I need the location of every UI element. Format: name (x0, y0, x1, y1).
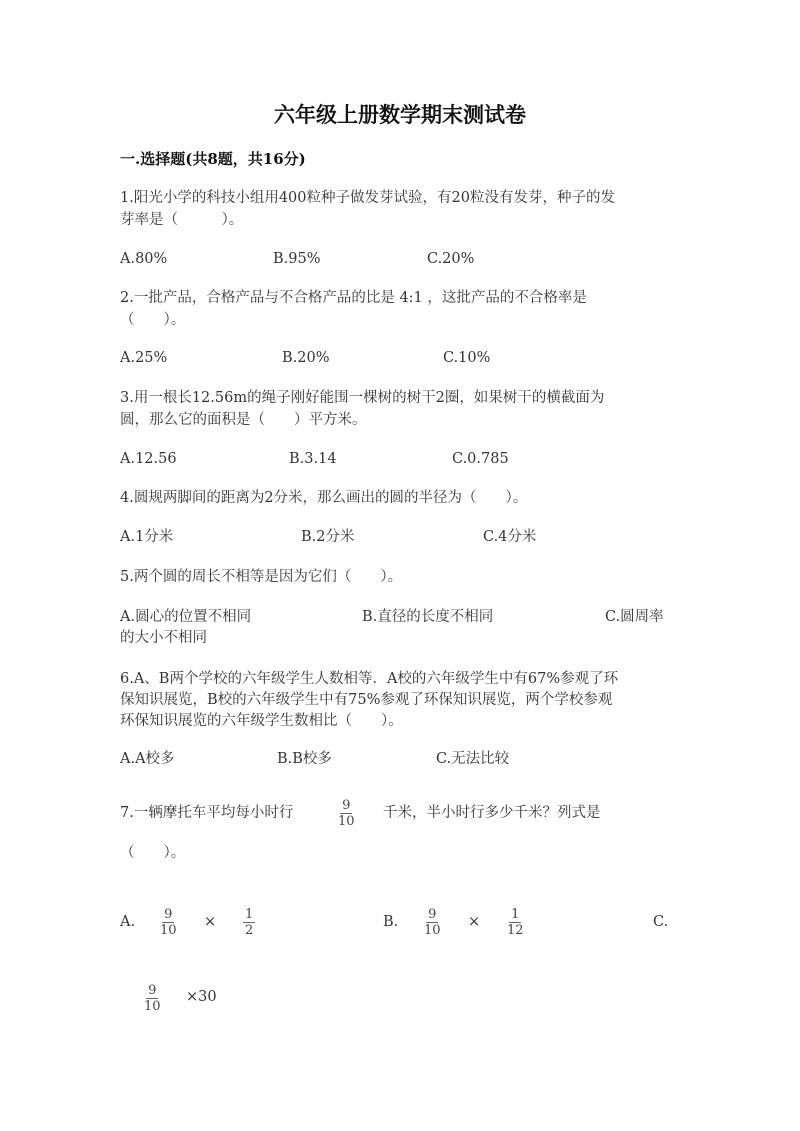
question-1-text: 1.阳光小学的科技小组用400粒种子做发芽试验，有20粒没有发芽，种子的发 (120, 190, 615, 206)
option-b-fraction-1 (424, 907, 441, 938)
question-7-option-b-label: B. (383, 914, 399, 930)
option-a-fraction-2 (243, 907, 255, 938)
question-1-option-c: C.20% (427, 251, 475, 267)
question-7-option-c-label: C. (653, 914, 669, 930)
question-7-text: 7.一辆摩托车平均每小时行 (120, 805, 294, 821)
question-3-text: 3.用一根长12.56m的绳子刚好能围一棵树的树干2圈，如果树干的横截面为 (120, 390, 605, 406)
section-heading: 一.选择题(共8题，共16分) (120, 150, 306, 168)
question-4-option-b: B.2分米 (301, 529, 355, 545)
question-1-text-cont: 芽率是（ ）。 (120, 212, 244, 228)
fraction-numerator: 1 (511, 907, 520, 922)
option-b-operator: × (468, 914, 481, 930)
fraction-denominator: 10 (338, 814, 355, 829)
fraction-numerator: 1 (245, 907, 254, 922)
fraction-denominator: 10 (160, 923, 177, 938)
question-7-text-cont2: （ ）。 (120, 845, 186, 861)
option-b-fraction-2 (507, 907, 524, 938)
question-3-option-a: A.12.56 (120, 451, 177, 467)
question-3-option-b: B.3.14 (289, 451, 337, 467)
question-4-option-c: C.4分米 (483, 529, 537, 545)
question-6-text-cont: 保知识展览，B校的六年级学生中有75%参观了环保知识展览，两个学校参观 (120, 692, 613, 708)
fraction-denominator: 10 (144, 999, 161, 1014)
question-3-text-cont: 圆，那么它的面积是（ ）平方米。 (120, 412, 367, 428)
fraction-numerator: 9 (342, 798, 351, 813)
question-5-option-a: A.圆心的位置不相同 (120, 609, 252, 625)
question-4-text: 4.圆规两脚间的距离为2分米，那么画出的圆的半径为（ ）。 (120, 490, 528, 506)
question-5-text: 5.两个圆的周长不相等是因为它们（ ）。 (120, 569, 403, 585)
question-5-option-c: C.圆周率 (605, 609, 664, 625)
question-2-option-b: B.20% (282, 350, 330, 366)
question-1-option-a: A.80% (120, 251, 168, 267)
question-6-text: 6.A、B两个学校的六年级学生人数相等．A校的六年级学生中有67%参观了环 (120, 671, 619, 687)
question-1-option-b: B.95% (273, 251, 321, 267)
option-a-operator: × (204, 914, 217, 930)
question-5-option-c-cont: 的大小不相同 (120, 630, 207, 646)
question-7-option-a-label: A. (120, 914, 136, 930)
question-2-text: 2.一批产品，合格产品与不合格产品的比是 4:1 ，这批产品的不合格率是 (120, 290, 587, 306)
question-3-option-c: C.0.785 (452, 451, 509, 467)
fraction-denominator: 10 (424, 923, 441, 938)
option-c-operator: ×30 (186, 989, 217, 1005)
fraction-numerator: 9 (164, 907, 173, 922)
question-7-fraction (338, 798, 355, 829)
option-c-fraction (144, 983, 161, 1014)
option-a-fraction-1 (160, 907, 177, 938)
question-7-text-cont: 千米，半小时行多少千米？列式是 (383, 805, 601, 821)
question-4-option-a: A.1分米 (120, 529, 174, 545)
fraction-denominator: 12 (507, 923, 524, 938)
question-6-option-b: B.B校多 (277, 751, 332, 767)
fraction-numerator: 9 (148, 983, 157, 998)
fraction-denominator: 2 (245, 923, 254, 938)
question-6-text-cont2: 环保知识展览的六年级学生数相比（ ）。 (120, 713, 403, 729)
question-2-option-a: A.25% (120, 350, 168, 366)
question-6-option-a: A.A校多 (120, 751, 175, 767)
question-2-text-cont: （ ）。 (120, 312, 186, 328)
question-5-option-b: B.直径的长度不相同 (362, 609, 494, 625)
question-2-option-c: C.10% (443, 350, 491, 366)
page-title: 六年级上册数学期末测试卷 (274, 102, 526, 127)
question-6-option-c: C.无法比较 (436, 751, 510, 767)
fraction-numerator: 9 (428, 907, 437, 922)
